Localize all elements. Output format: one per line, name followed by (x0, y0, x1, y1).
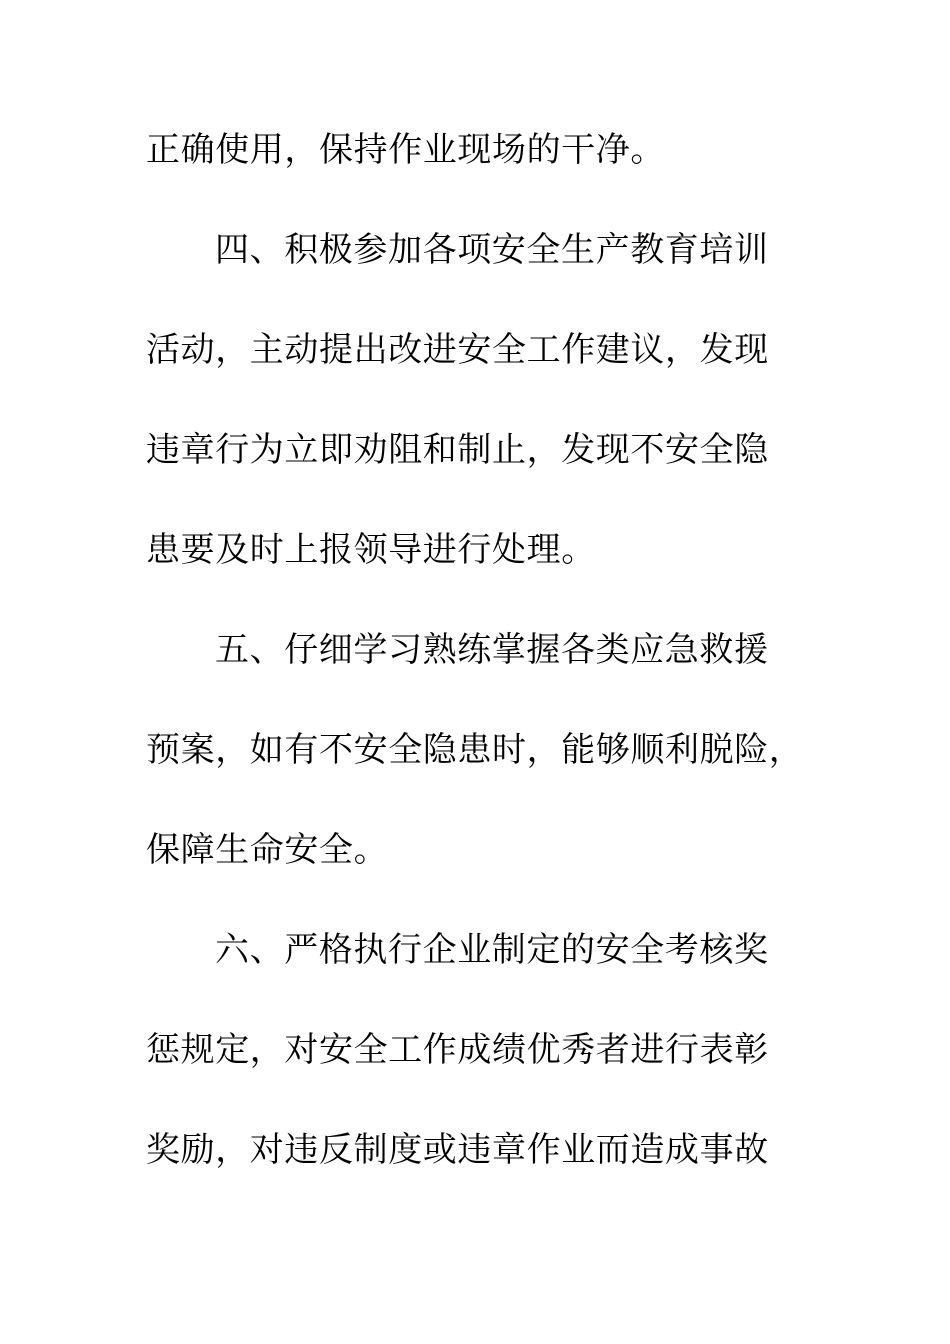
text-line: 违章行为立即劝阻和制止，发现不安全隐 (146, 430, 769, 470)
text-line: 惩规定，对安全工作成绩优秀者进行表彰 (146, 1030, 769, 1070)
text-line: 预案，如有不安全隐患时，能够顺利脱险， (146, 730, 804, 770)
text-line: 患要及时上报领导进行处理。 (146, 530, 596, 570)
paragraph-start-line: 四、积极参加各项安全生产教育培训 (215, 230, 769, 270)
text-line: 活动，主动提出改进安全工作建议，发现 (146, 330, 769, 370)
text-line: 保障生命安全。 (146, 830, 389, 870)
text-line: 正确使用，保持作业现场的干净。 (146, 130, 665, 170)
text-line: 奖励，对违反制度或违章作业而造成事故 (146, 1130, 769, 1170)
paragraph-start-line: 五、仔细学习熟练掌握各类应急救援 (215, 630, 769, 670)
paragraph-start-line: 六、严格执行企业制定的安全考核奖 (215, 930, 769, 970)
